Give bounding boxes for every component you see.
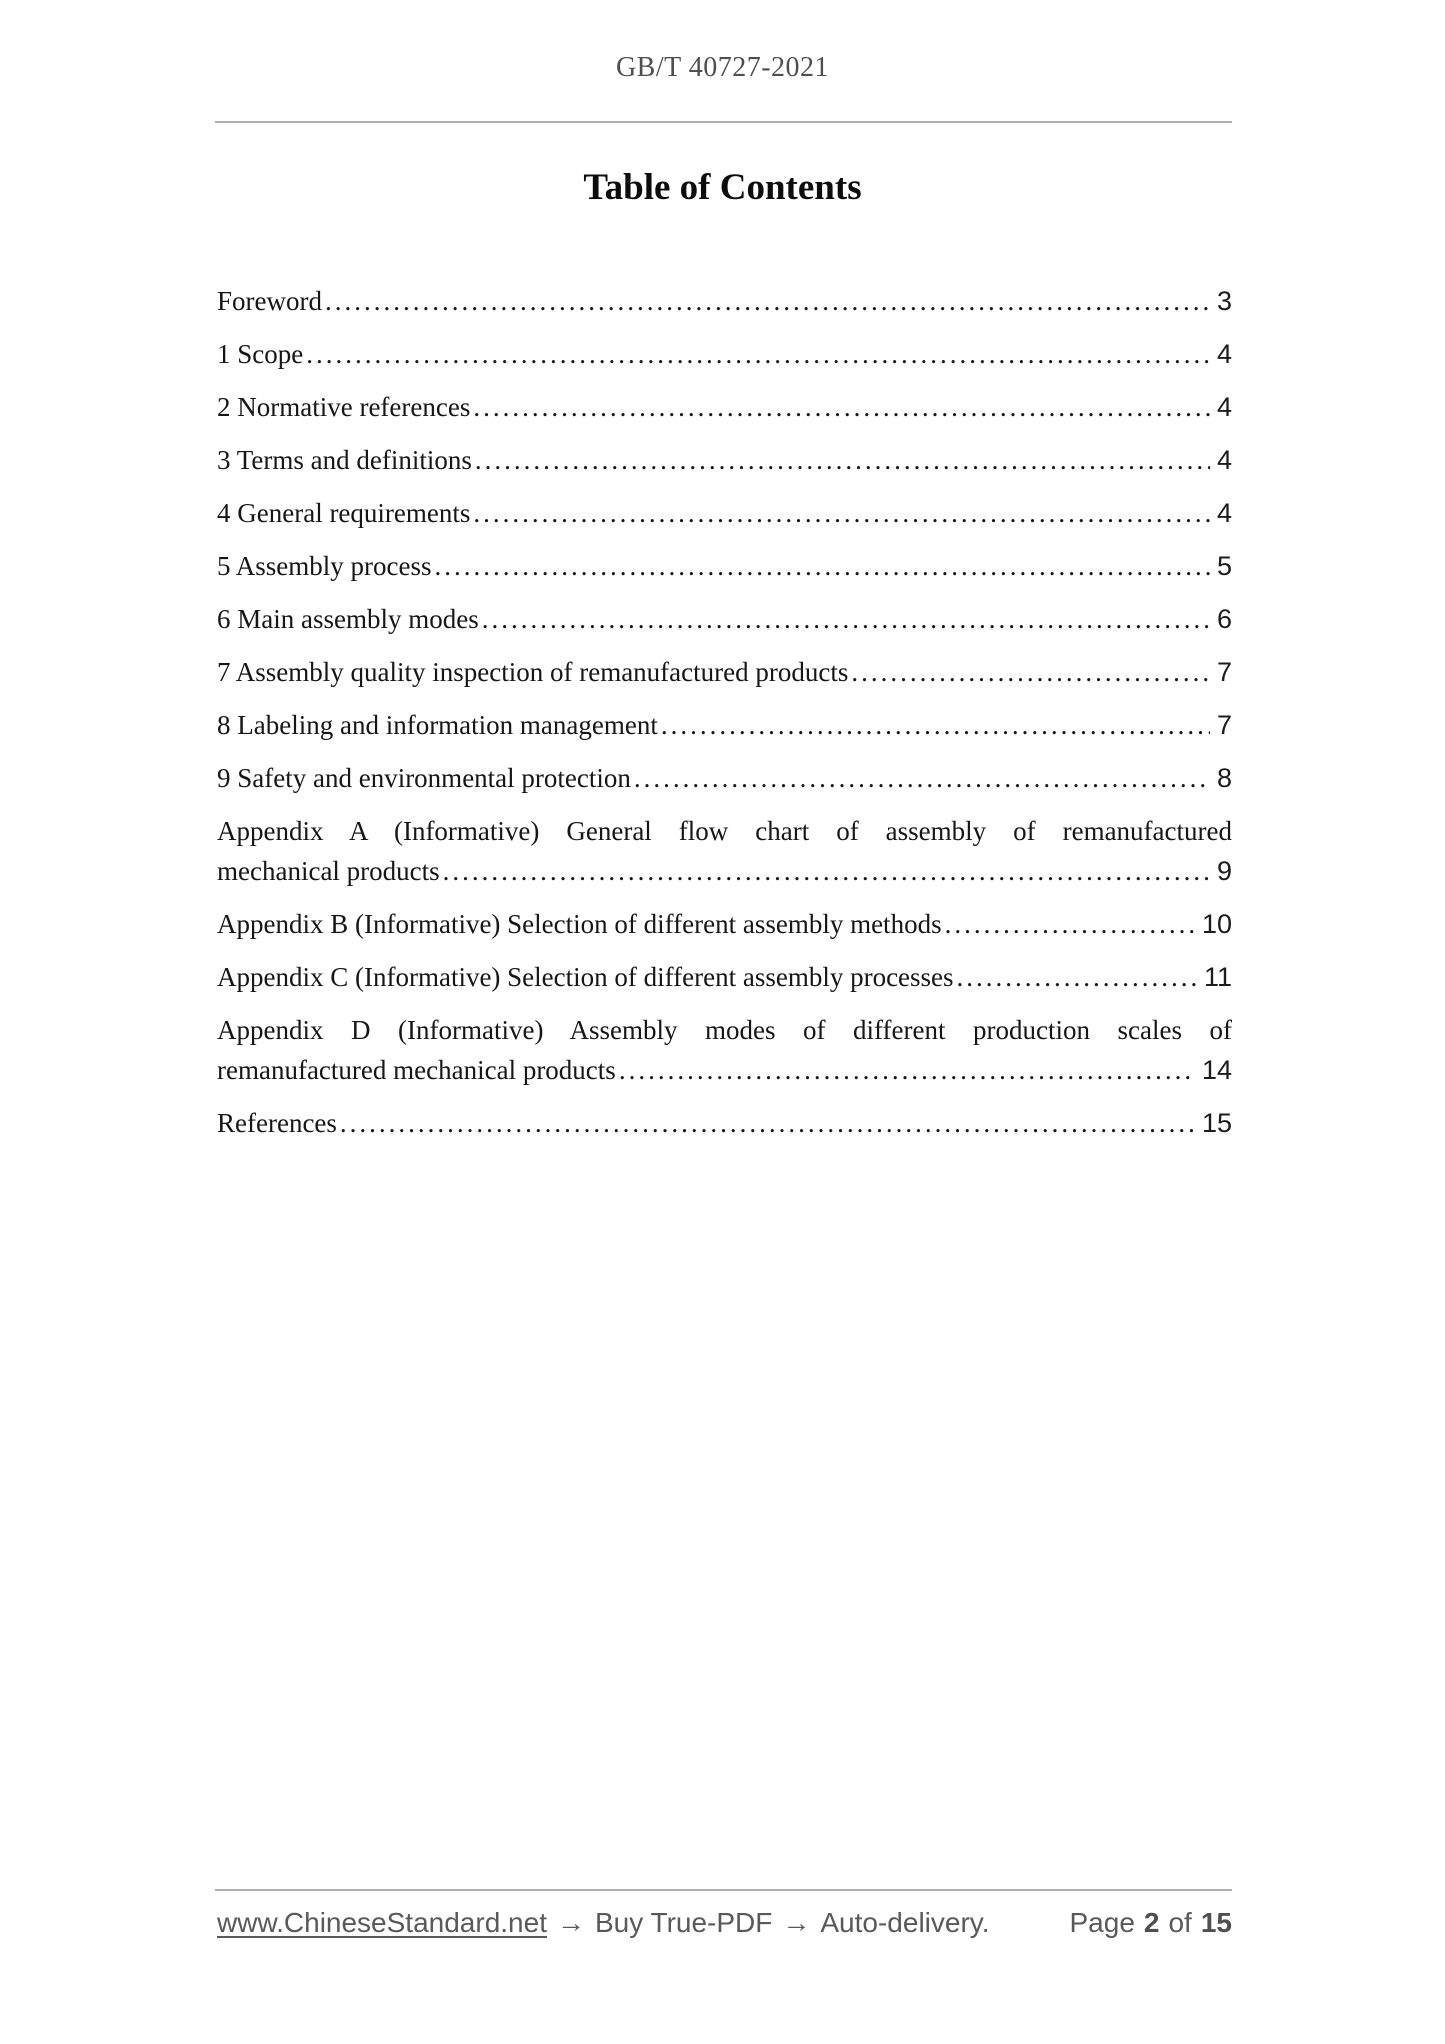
toc-page-number: 14 [1201, 1055, 1232, 1085]
dot-leader [434, 546, 1209, 586]
toc-entry-normative-references [217, 387, 1232, 427]
toc-page-number: 7 [1216, 657, 1232, 687]
table-of-contents [217, 281, 1232, 1156]
toc-entry-label: 2 Normative references [217, 392, 471, 422]
toc-page-number: 15 [1201, 1108, 1232, 1138]
toc-entry-appendix-d [217, 1010, 1232, 1090]
toc-page-number: 7 [1216, 710, 1232, 740]
toc-entry-main-assembly-modes [217, 599, 1232, 639]
footer-divider [215, 1889, 1232, 1891]
dot-leader [306, 334, 1210, 374]
toc-page-number: 5 [1216, 551, 1232, 581]
toc-entry-appendix-c [217, 957, 1232, 997]
toc-entry-label-line1: Appendix D (Informative) Assembly modes of different production scales of [217, 1015, 1232, 1045]
toc-entry-general-requirements [217, 493, 1232, 533]
toc-entry-label: 4 General requirements [217, 498, 471, 528]
toc-page-number: 9 [1216, 856, 1232, 886]
page-indicator [1070, 1907, 1233, 1939]
toc-entry-label: References [217, 1108, 337, 1138]
dot-leader [475, 440, 1210, 480]
footer-delivery-text: Auto-delivery. [820, 1907, 990, 1938]
toc-page-number: 11 [1203, 962, 1232, 992]
toc-entry-label-line1: Appendix A (Informative) General flow chart of assembly of remanufactured [217, 816, 1232, 846]
dot-leader [661, 705, 1210, 745]
toc-page-number: 4 [1216, 498, 1232, 528]
toc-entry-label: 1 Scope [217, 339, 304, 369]
toc-page-number: 6 [1216, 604, 1232, 634]
dot-leader [473, 387, 1210, 427]
dot-leader [473, 493, 1210, 533]
page-title: Table of Contents [583, 167, 862, 208]
toc-page-number: 4 [1216, 392, 1232, 422]
current-page-number: 2 [1143, 1907, 1160, 1938]
toc-entry-safety-environmental [217, 758, 1232, 798]
header-divider [215, 121, 1232, 123]
total-page-number: 15 [1200, 1907, 1232, 1938]
page-footer [217, 1907, 1232, 1939]
toc-entry-label: 7 Assembly quality inspection of remanufactured products [217, 657, 849, 687]
toc-entry-assembly-quality-inspection [217, 652, 1232, 692]
toc-entry-terms-definitions [217, 440, 1232, 480]
toc-page-number: 10 [1201, 909, 1232, 939]
toc-entry-label-line2: mechanical products [217, 856, 440, 886]
toc-page-number: 4 [1216, 445, 1232, 475]
toc-entry-label: Appendix C (Informative) Selection of different assembly processes [217, 962, 954, 992]
toc-page-number: 4 [1216, 339, 1232, 369]
dot-leader [619, 1050, 1195, 1090]
of-label: of [1168, 1907, 1192, 1938]
toc-entry-label: Foreword [217, 286, 322, 316]
dot-leader [482, 599, 1210, 639]
toc-entry-scope [217, 334, 1232, 374]
toc-entry-label: 9 Safety and environmental protection [217, 763, 631, 793]
dot-leader [443, 851, 1210, 891]
arrow-icon: → [782, 1907, 811, 1938]
toc-entry-assembly-process [217, 546, 1232, 586]
toc-entry-label: 8 Labeling and information management [217, 710, 658, 740]
toc-entry-label: 6 Main assembly modes [217, 604, 479, 634]
dot-leader [325, 281, 1210, 321]
dot-leader [634, 758, 1210, 798]
toc-entry-label: Appendix B (Informative) Selection of different assembly methods [217, 909, 942, 939]
footer-promo [217, 1907, 989, 1939]
toc-entry-references [217, 1103, 1232, 1143]
website-link[interactable]: www.ChineseStandard.net [217, 1907, 547, 1938]
toc-entry-appendix-a [217, 811, 1232, 891]
toc-page-number: 8 [1216, 763, 1232, 793]
page-label: Page [1069, 1907, 1135, 1938]
dot-leader [851, 652, 1210, 692]
document-code: GB/T 40727-2021 [615, 52, 830, 83]
dot-leader [945, 904, 1195, 944]
toc-entry-label: 3 Terms and definitions [217, 445, 472, 475]
toc-page-number: 3 [1216, 286, 1232, 316]
toc-entry-label: 5 Assembly process [217, 551, 432, 581]
toc-entry-labeling-information [217, 705, 1232, 745]
toc-entry-foreword [217, 281, 1232, 321]
arrow-icon: → [556, 1907, 585, 1938]
dot-leader [340, 1103, 1195, 1143]
toc-entry-appendix-b [217, 904, 1232, 944]
footer-buy-text: Buy True-PDF [594, 1907, 773, 1938]
toc-entry-label-line2: remanufactured mechanical products [217, 1055, 616, 1085]
dot-leader [957, 957, 1197, 997]
